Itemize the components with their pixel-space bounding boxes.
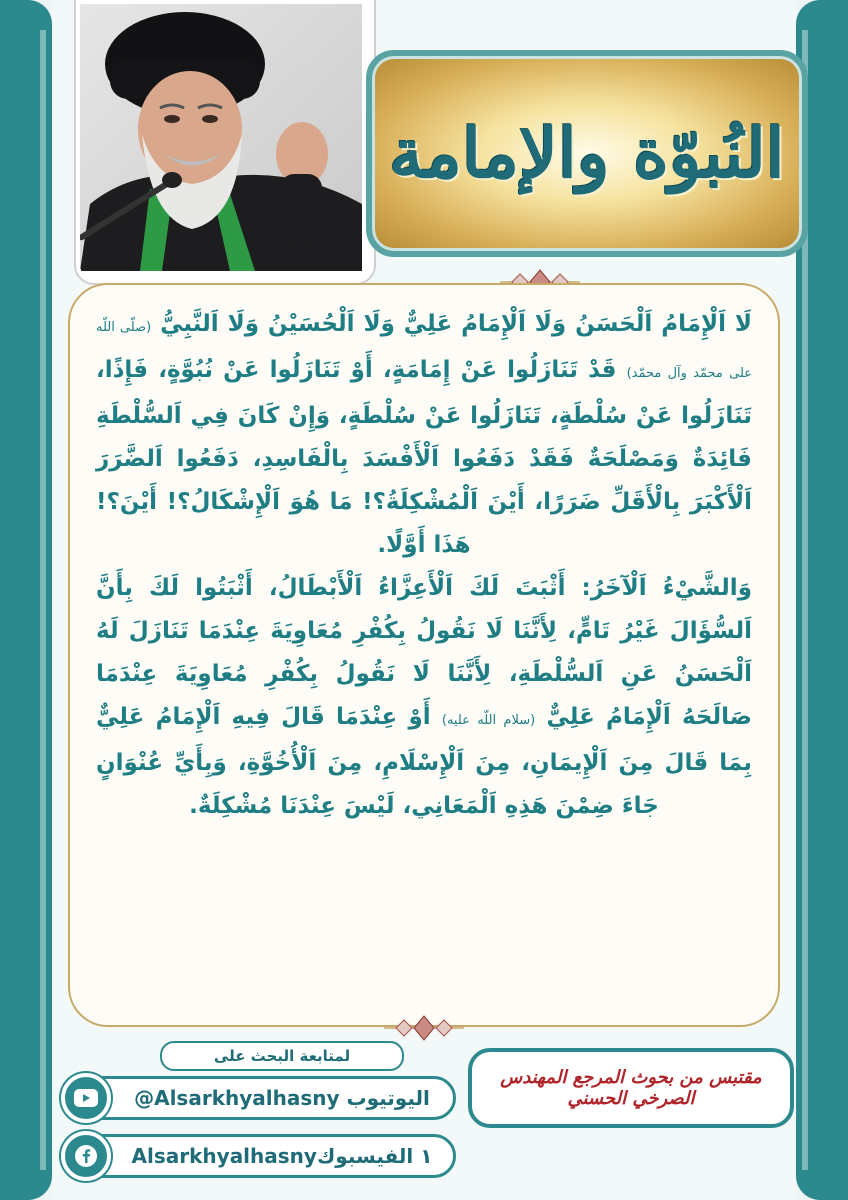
paragraph-1-part-1: لَا اَلْإِمَامُ اَلْحَسَنُ وَلَا اَلْإِمَامُ عَلِيٌّ وَلَا اَلْحُسَيْنُ وَلَا اَلنَّبِيُّ xyxy=(160,311,753,337)
paragraph-2-part-2: أَوْ عِنْدَمَا قَالَ فِيهِ اَلْإِمَامُ عَلِيٌّ بِمَا قَالَ مِنَ اَلْإِيمَانِ، مِنَ اَلْإِسْلَامِ، مِنَ اَلْأُخُوَّةِ، وَبِأَيِّ عُنْوَانٍ جَاءَ ضِمْنَ هَذِهِ اَلْمَعَانِي، لَيْسَ عِنْدَنَا مُشْكِلَةٌ. xyxy=(96,704,752,819)
speaker-photo xyxy=(76,0,374,283)
follow-label: لمتابعة البحث على xyxy=(160,1041,404,1071)
text-panel xyxy=(68,283,780,1027)
facebook-label: Alsarkhyalhasny١ الفيسبوك xyxy=(131,1144,433,1168)
frame-left xyxy=(0,0,52,1200)
honorific-prophet: (صلّى اللّه على محمّد وآل محمّد) xyxy=(96,320,753,381)
honorific-imam: (سلام اللّه عليه) xyxy=(441,713,536,728)
paragraph-2 xyxy=(96,567,752,828)
diamond-ornament-bottom xyxy=(384,1012,464,1044)
youtube-label: @Alsarkhyalhasny اليوتيوب xyxy=(134,1086,430,1110)
facebook-link[interactable] xyxy=(62,1134,456,1178)
facebook-icon xyxy=(61,1131,111,1181)
source-attribution: مقتبس من بحوث المرجع المهندس الصرخي الحسني xyxy=(468,1048,794,1128)
paragraph-2-part-1: وَالشَّيْءُ اَلْآخَرُ: أَثْبَتَ لَكَ اَلْأَعِزَّاءُ اَلْأَبْطَالُ، أَثْبَتُوا لَكَ بِأَنَّ اَلسُّؤَالَ غَيْرُ تَامٍّ، لِأَنَّنَا لَا نَقُولُ بِكُفْرِ مُعَاوِيَةَ عِنْدَمَا تَنَازَلَ لَهُ اَلْحَسَنُ عَنِ اَلسُّلْطَةِ، لِأَنَّنَا لَا نَقُولُ بِكُفْرِ مُعَاوِيَةَ عِنْدَمَا صَالَحَهُ اَلْإِمَامُ عَلِيٌّ xyxy=(96,575,752,730)
paragraph-1 xyxy=(96,303,752,567)
page-title: النُبوّة والإمامة xyxy=(389,113,785,194)
title-banner xyxy=(366,50,808,257)
paragraph-1-part-2: قَدْ تَنَازَلُوا عَنْ إِمَامَةٍ، أَوْ تَنَازَلُوا عَنْ نُبُوَّةٍ، فَإِذًا، تَنَازَلُوا عَنْ سُلْطَةٍ، تَنَازَلُوا عَنْ سُلْطَةٍ، وَإِنْ كَانَ فِي اَلسُّلْطَةِ فَائِدَةٌ وَمَصْلَحَةٌ فَقَدْ دَفَعُوا اَلْأَفْسَدَ بِالْفَاسِدِ، دَفَعُوا اَلضَّرَرَ اَلْأَكْبَرَ بِالْأَقَلِّ ضَرَرًا، أَيْنَ اَلْمُشْكِلَةُ؟! مَا هُوَ اَلْإِشْكَالُ؟! أَيْنَ؟! هَذَا أَوَّلًا. xyxy=(96,357,752,558)
youtube-link[interactable] xyxy=(62,1076,456,1120)
youtube-icon xyxy=(61,1073,111,1123)
